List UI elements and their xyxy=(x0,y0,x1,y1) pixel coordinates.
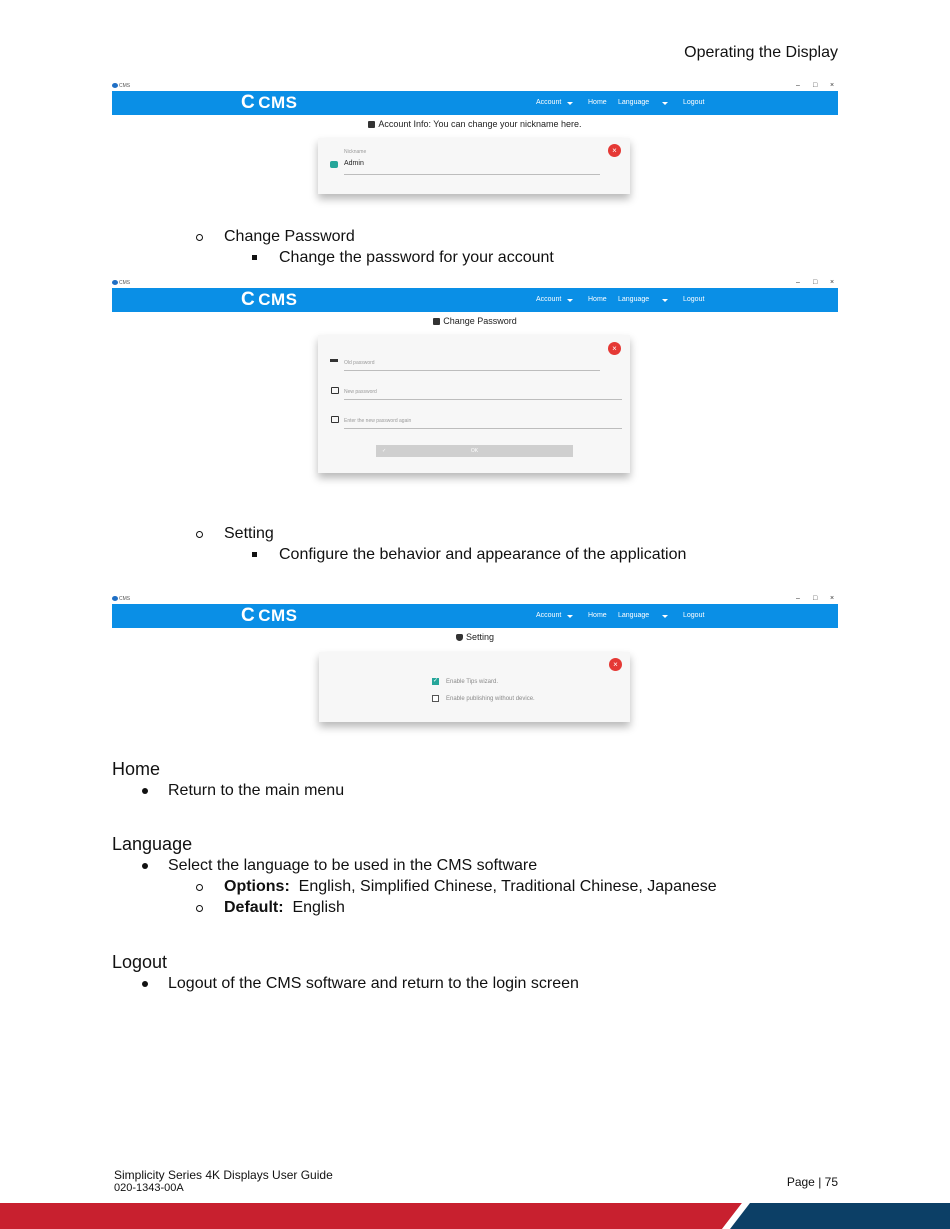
chevron-down-icon xyxy=(662,102,668,105)
options-value: English, Simplified Chinese, Traditional Chinese, Japanese xyxy=(298,878,717,895)
window-titlebar xyxy=(112,279,838,288)
nav-home[interactable]: Home xyxy=(588,612,607,619)
publish-without-device-checkbox[interactable] xyxy=(432,695,439,702)
bullet-ring xyxy=(196,234,203,241)
options-label: Options: xyxy=(224,878,290,895)
nav-language[interactable]: Language xyxy=(618,99,650,106)
brand-logo[interactable]: C CMS xyxy=(241,92,298,113)
close-window-icon[interactable]: × xyxy=(830,82,835,89)
chevron-down-icon xyxy=(567,102,573,105)
setting-card xyxy=(319,652,630,722)
bullet-dot xyxy=(142,788,148,794)
app-logo-icon xyxy=(112,280,118,285)
change-password-caption: Change Password xyxy=(112,316,838,326)
footer-guide-title: Simplicity Series 4K Displays User Guide xyxy=(114,1168,333,1182)
close-dialog-button[interactable]: × xyxy=(608,144,621,157)
new-password-underline xyxy=(344,399,622,400)
change-password-screenshot xyxy=(112,279,838,497)
lock-icon xyxy=(433,318,440,325)
bullet-ring xyxy=(196,905,203,912)
footer-navy-band xyxy=(730,1203,950,1229)
publish-without-device-label: Enable publishing without device. xyxy=(446,696,535,702)
nav-logout[interactable]: Logout xyxy=(683,296,705,303)
maximize-icon[interactable]: □ xyxy=(813,279,818,286)
account-info-screenshot xyxy=(112,82,838,222)
setting-screenshot xyxy=(112,595,838,735)
old-password-underline xyxy=(344,370,600,371)
nav-account[interactable]: Account xyxy=(536,99,562,106)
page-section-title: Operating the Display xyxy=(684,44,838,61)
close-dialog-button[interactable]: × xyxy=(609,658,622,671)
nickname-field[interactable]: Admin xyxy=(344,160,364,167)
footer-page-number: Page | 75 xyxy=(786,1175,838,1189)
nav-language[interactable]: Language xyxy=(618,612,650,619)
lock-open-icon xyxy=(331,416,339,423)
chevron-down-icon xyxy=(567,299,573,302)
tips-wizard-checkbox[interactable]: ✓ xyxy=(432,678,439,684)
maximize-icon[interactable]: □ xyxy=(813,82,818,89)
app-navbar xyxy=(112,604,838,628)
nav-logout[interactable]: Logout xyxy=(683,99,705,106)
default-value: English xyxy=(292,899,345,916)
app-navbar xyxy=(112,288,838,312)
nav-logout[interactable]: Logout xyxy=(683,612,705,619)
language-heading: Language xyxy=(112,834,193,854)
change-password-card xyxy=(318,335,630,473)
default-label: Default: xyxy=(224,899,284,916)
shield-icon xyxy=(456,634,463,641)
window-app-name: CMS xyxy=(112,83,130,89)
close-window-icon[interactable]: × xyxy=(830,279,835,286)
bullet-dot xyxy=(142,981,148,987)
close-window-icon[interactable]: × xyxy=(830,595,835,602)
nav-language[interactable]: Language xyxy=(618,296,650,303)
app-navbar xyxy=(112,91,838,115)
nav-account[interactable]: Account xyxy=(536,296,562,303)
brand-logo[interactable]: C CMS xyxy=(241,605,298,626)
confirm-password-underline xyxy=(344,428,622,429)
chevron-down-icon xyxy=(662,615,668,618)
app-logo-icon xyxy=(112,596,118,601)
minimize-icon[interactable]: – xyxy=(796,82,800,89)
chevron-down-icon xyxy=(662,299,668,302)
bullet-ring xyxy=(196,884,203,891)
window-app-name: CMS xyxy=(112,280,130,286)
account-info-caption: Account Info: You can change your nickname here. xyxy=(112,119,838,129)
brand-logo[interactable]: C CMS xyxy=(241,289,298,310)
chevron-down-icon xyxy=(567,615,573,618)
new-password-field[interactable]: New password xyxy=(344,389,377,395)
key-icon xyxy=(330,359,338,364)
home-heading: Home xyxy=(112,759,161,779)
user-icon xyxy=(330,161,338,168)
bullet-square xyxy=(252,255,257,260)
window-titlebar xyxy=(112,595,838,604)
old-password-field[interactable]: Old password xyxy=(344,360,375,366)
tips-wizard-label: Enable Tips wizard. xyxy=(446,679,499,685)
minimize-icon[interactable]: – xyxy=(796,279,800,286)
minimize-icon[interactable]: – xyxy=(796,595,800,602)
confirm-password-field[interactable]: Enter the new password again xyxy=(344,418,412,424)
nav-home[interactable]: Home xyxy=(588,99,607,106)
setting-caption: Setting xyxy=(112,632,838,642)
app-logo-icon xyxy=(112,83,118,88)
nickname-label: Nickname xyxy=(344,149,367,155)
close-dialog-button[interactable]: × xyxy=(608,342,621,355)
account-info-card xyxy=(318,138,630,194)
bullet-square xyxy=(252,552,257,557)
nav-account[interactable]: Account xyxy=(536,612,562,619)
footer-red-band xyxy=(0,1203,742,1229)
check-icon: ✓ xyxy=(382,448,387,454)
window-titlebar xyxy=(112,82,838,91)
bullet-ring xyxy=(196,531,203,538)
lock-open-icon xyxy=(331,387,339,394)
footer-doc-number: 020-1343-00A xyxy=(114,1182,184,1194)
bullet-dot xyxy=(142,863,148,869)
footer-band xyxy=(0,1203,950,1229)
maximize-icon[interactable]: □ xyxy=(813,595,818,602)
logout-heading: Logout xyxy=(112,952,168,972)
id-card-icon xyxy=(368,121,375,128)
nav-home[interactable]: Home xyxy=(588,296,607,303)
ok-button[interactable]: ✓ OK xyxy=(376,445,573,457)
nickname-underline xyxy=(344,174,600,175)
window-app-name: CMS xyxy=(112,596,130,602)
